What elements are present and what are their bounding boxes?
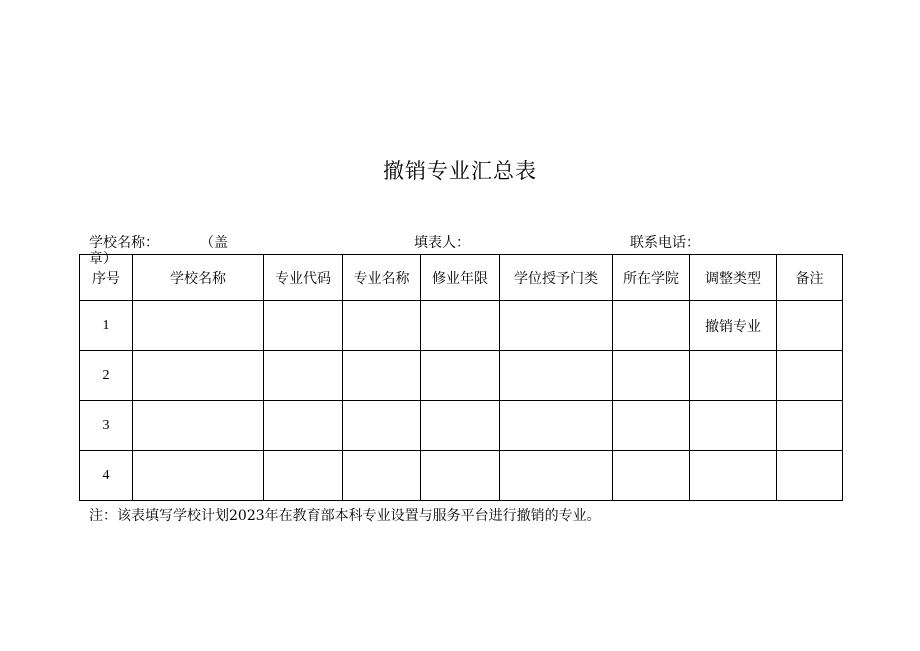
major-code-cell[interactable] xyxy=(264,351,343,401)
table-row xyxy=(80,351,843,401)
degree-cell[interactable] xyxy=(500,451,613,501)
seq-cell: 2 xyxy=(80,351,133,401)
major-name-cell[interactable] xyxy=(343,301,421,351)
seq-cell: 4 xyxy=(80,451,133,501)
summary-table xyxy=(79,254,843,501)
seq-cell: 1 xyxy=(80,301,133,351)
college-cell[interactable] xyxy=(613,401,690,451)
remarks-cell[interactable] xyxy=(777,401,843,451)
duration-cell[interactable] xyxy=(421,401,500,451)
seq-cell: 3 xyxy=(80,401,133,451)
header-cell-remarks: 备注 xyxy=(777,255,843,301)
table-row xyxy=(80,301,843,351)
contact-phone-label: 联系电话： xyxy=(630,235,700,251)
school-name-label: 学校名称： xyxy=(89,235,159,251)
adjust-type-cell[interactable] xyxy=(690,451,777,501)
duration-cell[interactable] xyxy=(421,351,500,401)
table-header-row xyxy=(80,255,843,301)
major-name-cell[interactable] xyxy=(343,451,421,501)
adjust-type-cell[interactable] xyxy=(690,401,777,451)
header-cell-college: 所在学院 xyxy=(613,255,690,301)
duration-cell[interactable] xyxy=(421,301,500,351)
header-cell-major-code: 专业代码 xyxy=(264,255,343,301)
degree-cell[interactable] xyxy=(500,401,613,451)
seal-note-close: 章） xyxy=(89,251,117,267)
major-code-cell[interactable] xyxy=(264,401,343,451)
remarks-cell[interactable] xyxy=(777,301,843,351)
remarks-cell[interactable] xyxy=(777,451,843,501)
header-cell-adjust-type: 调整类型 xyxy=(690,255,777,301)
header-cell-duration: 修业年限 xyxy=(421,255,500,301)
college-cell[interactable] xyxy=(613,351,690,401)
school-cell[interactable] xyxy=(133,301,264,351)
school-cell[interactable] xyxy=(133,401,264,451)
degree-cell[interactable] xyxy=(500,301,613,351)
seal-note-open: （盖 xyxy=(200,235,228,251)
document-title: 撤销专业汇总表 xyxy=(383,159,537,183)
degree-cell[interactable] xyxy=(500,351,613,401)
table-row xyxy=(80,451,843,501)
college-cell[interactable] xyxy=(613,451,690,501)
table-row xyxy=(80,401,843,451)
footnote: 注：该表填写学校计划2023年在教育部本科专业设置与服务平台进行撤销的专业。 xyxy=(89,508,601,524)
adjust-type-cell[interactable]: 撤销专业 xyxy=(690,301,777,351)
filler-label: 填表人： xyxy=(414,235,470,251)
remarks-cell[interactable] xyxy=(777,351,843,401)
adjust-type-cell[interactable] xyxy=(690,351,777,401)
school-cell[interactable] xyxy=(133,351,264,401)
header-cell-major-name: 专业名称 xyxy=(343,255,421,301)
major-code-cell[interactable] xyxy=(264,301,343,351)
header-cell-school: 学校名称 xyxy=(133,255,264,301)
major-code-cell[interactable] xyxy=(264,451,343,501)
major-name-cell[interactable] xyxy=(343,351,421,401)
duration-cell[interactable] xyxy=(421,451,500,501)
school-cell[interactable] xyxy=(133,451,264,501)
header-cell-seq: 序号 xyxy=(80,255,133,301)
major-name-cell[interactable] xyxy=(343,401,421,451)
college-cell[interactable] xyxy=(613,301,690,351)
header-cell-degree: 学位授予门类 xyxy=(500,255,613,301)
